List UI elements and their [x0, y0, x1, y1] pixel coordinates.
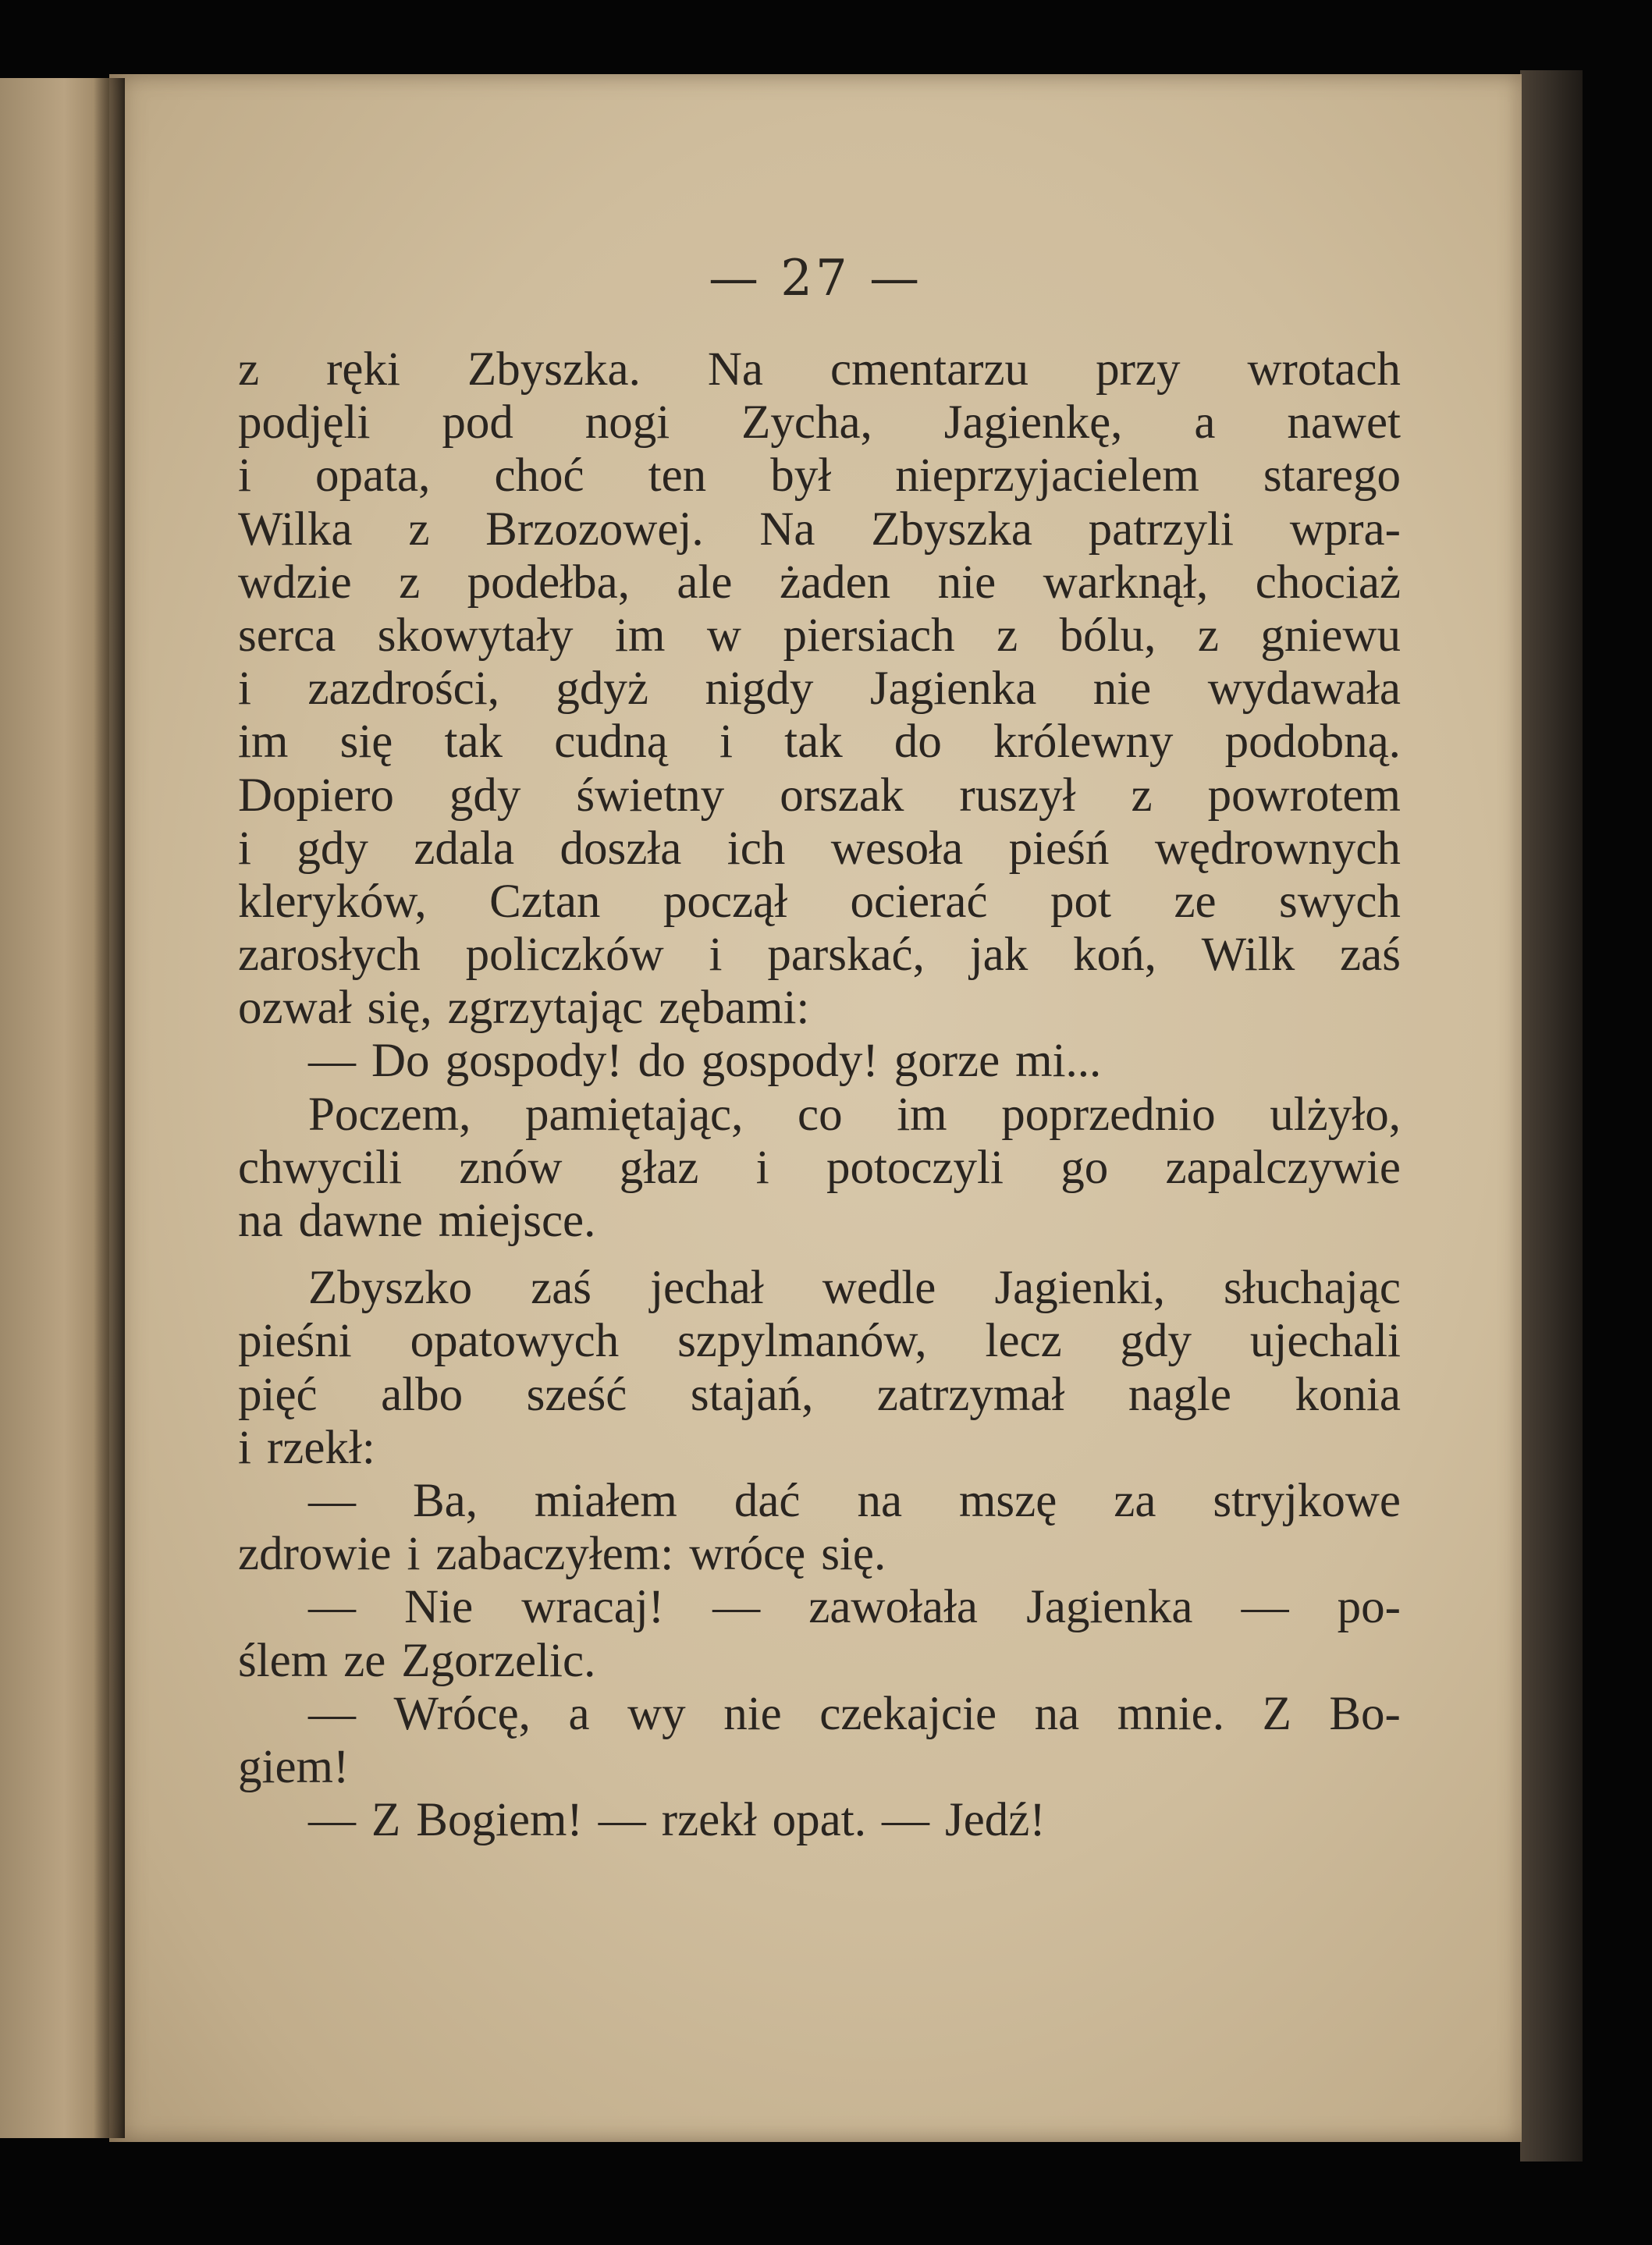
word: nie — [937, 556, 997, 609]
word: z — [1197, 609, 1219, 662]
word: wędrownych — [1154, 822, 1401, 875]
word: Do — [371, 1035, 430, 1088]
word: policzków — [465, 929, 664, 982]
word: serca — [238, 609, 336, 662]
word: przy — [1096, 343, 1181, 396]
word: orszak — [780, 769, 904, 822]
word: skowytały — [377, 609, 574, 662]
word: gniewu — [1260, 609, 1401, 662]
word: z — [408, 503, 430, 556]
word: opata, — [315, 449, 431, 503]
word: wpra- — [1289, 503, 1401, 556]
word: bólu, — [1059, 609, 1156, 662]
word: zabaczyłem: — [435, 1528, 674, 1581]
word: Zbyszko — [308, 1262, 473, 1315]
spine-shadow — [94, 78, 125, 2138]
book-page — [109, 74, 1522, 2142]
word: Brzozowej. — [485, 503, 704, 556]
text-line — [238, 1142, 1401, 1195]
word: im — [615, 609, 666, 662]
word: parskać, — [767, 929, 925, 982]
word: — — [308, 1794, 356, 1847]
word: a — [568, 1687, 590, 1740]
word: — — [308, 1035, 356, 1088]
word: i — [238, 662, 251, 716]
word: się. — [821, 1528, 886, 1581]
word: z — [1131, 769, 1153, 822]
text-line — [238, 396, 1401, 449]
word: tak — [784, 716, 843, 769]
word: zawołała — [808, 1581, 978, 1634]
word: Na — [707, 343, 764, 396]
word: poprzednio — [1001, 1088, 1216, 1141]
word: pamiętając, — [524, 1088, 744, 1141]
word: pieśni — [238, 1315, 352, 1368]
text-line — [238, 1195, 1401, 1248]
word: jechał — [650, 1262, 764, 1315]
word: chwycili — [238, 1141, 403, 1194]
word: Jagienka — [1026, 1581, 1193, 1634]
word: gdy — [297, 822, 368, 875]
word: doszła — [560, 822, 682, 875]
word: czekajcie — [819, 1687, 997, 1740]
word: z — [399, 556, 421, 609]
word: lecz — [985, 1315, 1062, 1368]
word: wesoła — [830, 822, 964, 875]
word: wdzie — [238, 556, 352, 609]
word: był — [770, 449, 832, 503]
text-line — [238, 982, 1401, 1035]
text-line — [238, 1035, 1401, 1088]
text-line — [238, 822, 1401, 876]
word: się — [339, 716, 393, 769]
word: miałem — [534, 1474, 677, 1527]
word: wracaj! — [521, 1581, 665, 1634]
word: Z — [371, 1794, 401, 1847]
word: opat. — [772, 1794, 866, 1847]
word: wrotach — [1247, 343, 1401, 396]
word: nawet — [1287, 396, 1401, 449]
word: Bogiem! — [416, 1794, 583, 1847]
word: zarosłych — [238, 929, 421, 982]
word: powrotem — [1207, 769, 1401, 822]
text-line — [238, 1475, 1401, 1528]
word: Wilka — [238, 503, 353, 556]
word: albo — [381, 1368, 464, 1421]
word: gdyż — [556, 662, 648, 716]
word: Zbyszka. — [467, 343, 641, 396]
word: na — [238, 1195, 283, 1247]
word: wedle — [822, 1262, 936, 1315]
text-line — [238, 1635, 1401, 1688]
word: Dopiero — [238, 769, 394, 822]
word: dawne — [298, 1195, 423, 1247]
word: ten — [648, 449, 707, 503]
word: rzekł — [661, 1794, 757, 1847]
word: zaś — [1340, 929, 1401, 982]
word: — — [308, 1581, 356, 1634]
word: Bo- — [1329, 1687, 1401, 1740]
text-line — [238, 503, 1401, 556]
word: gospody! — [445, 1035, 623, 1088]
word: szpylmanów, — [677, 1315, 927, 1368]
word: sześć — [526, 1368, 627, 1421]
text-line — [238, 1581, 1401, 1634]
word: na — [1034, 1687, 1080, 1740]
word: wy — [627, 1687, 686, 1740]
word: nigdy — [705, 662, 814, 716]
word: miejsce. — [438, 1195, 596, 1247]
word: ręki — [326, 343, 400, 396]
word: w — [706, 609, 741, 662]
word: z — [997, 609, 1018, 662]
word: Jagienka — [869, 662, 1037, 716]
word: głaz — [619, 1141, 699, 1194]
word: zaś — [531, 1262, 592, 1315]
word: Zbyszka — [871, 503, 1032, 556]
word: wrócę — [689, 1528, 806, 1581]
word: mszę — [958, 1474, 1057, 1527]
word: i — [755, 1141, 769, 1194]
text-line — [238, 1688, 1401, 1741]
word: — — [881, 1794, 929, 1847]
word: gospody! — [701, 1035, 879, 1088]
paragraph-gap — [238, 1248, 1401, 1262]
text-line — [238, 1741, 1401, 1794]
word: do — [894, 716, 942, 769]
text-line — [238, 1528, 1401, 1581]
word: Jagienki, — [994, 1262, 1165, 1315]
word: i — [238, 1421, 251, 1474]
word: choć — [494, 449, 584, 503]
word: cmentarzu — [830, 343, 1029, 396]
word: starego — [1263, 449, 1401, 503]
word: słuchając — [1224, 1262, 1401, 1315]
word: zębami: — [659, 982, 810, 1035]
word: — — [1241, 1581, 1289, 1634]
word: nieprzyjacielem — [895, 449, 1199, 503]
word: co — [798, 1088, 843, 1141]
word: świetny — [576, 769, 725, 822]
word: pod — [442, 396, 513, 449]
word: ujechali — [1249, 1315, 1401, 1368]
text-line — [238, 343, 1401, 396]
word: królewny — [993, 716, 1174, 769]
word: — — [712, 1581, 761, 1634]
text-block — [238, 343, 1401, 1847]
word: ruszył — [959, 769, 1076, 822]
word: zdrowie — [238, 1528, 392, 1581]
word: ozwał — [238, 982, 352, 1035]
word: i — [238, 822, 251, 875]
word: opatowych — [410, 1315, 620, 1368]
word: konia — [1295, 1368, 1401, 1421]
word: do — [638, 1035, 686, 1088]
word: wydawała — [1207, 662, 1401, 716]
word: — — [308, 1687, 356, 1740]
word: chociaż — [1255, 556, 1401, 609]
word: Wrócę, — [393, 1687, 531, 1740]
word: podjęli — [238, 396, 371, 449]
word: cudną — [554, 716, 668, 769]
text-line — [238, 609, 1401, 662]
word: rzekł: — [266, 1421, 375, 1474]
word: Na — [759, 503, 815, 556]
word: Jedź! — [944, 1794, 1046, 1847]
text-line — [238, 876, 1401, 929]
word: zazdrości, — [307, 662, 499, 716]
word: się, — [367, 982, 432, 1035]
text-line — [238, 1422, 1401, 1475]
word: na — [857, 1474, 903, 1527]
text-line — [238, 1315, 1401, 1368]
word: stryjkowe — [1213, 1474, 1401, 1527]
word: pięć — [238, 1368, 318, 1421]
word: Wilk — [1201, 929, 1295, 982]
text-line — [238, 449, 1401, 503]
word: warknął, — [1043, 556, 1209, 609]
word: im — [238, 716, 289, 769]
word: Zgorzelic. — [401, 1634, 596, 1687]
word: dać — [734, 1474, 801, 1527]
book-cover-edge — [1520, 70, 1583, 2162]
word: swych — [1279, 875, 1401, 928]
word: Ba, — [412, 1474, 478, 1527]
word: i — [719, 716, 733, 769]
word: jak — [969, 929, 1029, 982]
word: gdy — [1120, 1315, 1192, 1368]
word: Z — [1262, 1687, 1291, 1740]
text-line — [238, 1794, 1401, 1847]
word: ocierać — [850, 875, 988, 928]
word: a — [1194, 396, 1216, 449]
word: gdy — [449, 769, 521, 822]
word: Jagienkę, — [943, 396, 1123, 449]
text-line — [238, 1262, 1401, 1315]
word: ze — [343, 1634, 386, 1687]
word: zdala — [414, 822, 515, 875]
word: i — [709, 929, 723, 982]
word: mnie. — [1117, 1687, 1225, 1740]
word: Nie — [404, 1581, 474, 1634]
word: kleryków, — [238, 875, 427, 928]
word: koń, — [1073, 929, 1156, 982]
word: stajań, — [690, 1368, 814, 1421]
word: im — [897, 1088, 947, 1141]
word: nie — [1092, 662, 1152, 716]
word: patrzyli — [1088, 503, 1234, 556]
word: zatrzymał — [876, 1368, 1065, 1421]
word: ich — [727, 822, 786, 875]
word: podobną. — [1224, 716, 1401, 769]
word: — — [308, 1474, 356, 1527]
word: nagle — [1128, 1368, 1231, 1421]
text-line — [238, 1089, 1401, 1142]
word: począł — [663, 875, 788, 928]
text-line — [238, 662, 1401, 716]
text-line — [238, 716, 1401, 769]
word: pot — [1050, 875, 1111, 928]
text-line — [238, 929, 1401, 982]
word: znów — [459, 1141, 563, 1194]
word: po- — [1337, 1581, 1401, 1634]
text-line — [238, 769, 1401, 822]
word: go — [1060, 1141, 1109, 1194]
word: zapalczywie — [1165, 1141, 1401, 1194]
word: — — [598, 1794, 646, 1847]
word: nogi — [584, 396, 670, 449]
word: za — [1114, 1474, 1156, 1527]
word: nie — [723, 1687, 782, 1740]
word: ze — [1174, 875, 1217, 928]
word: żaden — [779, 556, 891, 609]
word: i — [407, 1528, 421, 1581]
text-line — [238, 1369, 1401, 1422]
word: i — [238, 449, 251, 503]
word: piersiach — [783, 609, 955, 662]
word: Poczem, — [308, 1088, 471, 1141]
page-number: — 27 — — [708, 250, 923, 307]
word: zgrzytając — [447, 982, 644, 1035]
word: ale — [677, 556, 733, 609]
word: tak — [444, 716, 503, 769]
word: gorze — [894, 1035, 1000, 1088]
word: potoczyli — [826, 1141, 1004, 1194]
word: Cztan — [489, 875, 601, 928]
word: Zycha, — [741, 396, 872, 449]
word: ulżyło, — [1270, 1088, 1401, 1141]
word: ślem — [238, 1634, 329, 1687]
text-line — [238, 556, 1401, 609]
word: z — [238, 343, 260, 396]
word: giem! — [238, 1740, 350, 1793]
word: pieśń — [1008, 822, 1110, 875]
word: podełba, — [467, 556, 630, 609]
word: mi... — [1015, 1035, 1102, 1088]
